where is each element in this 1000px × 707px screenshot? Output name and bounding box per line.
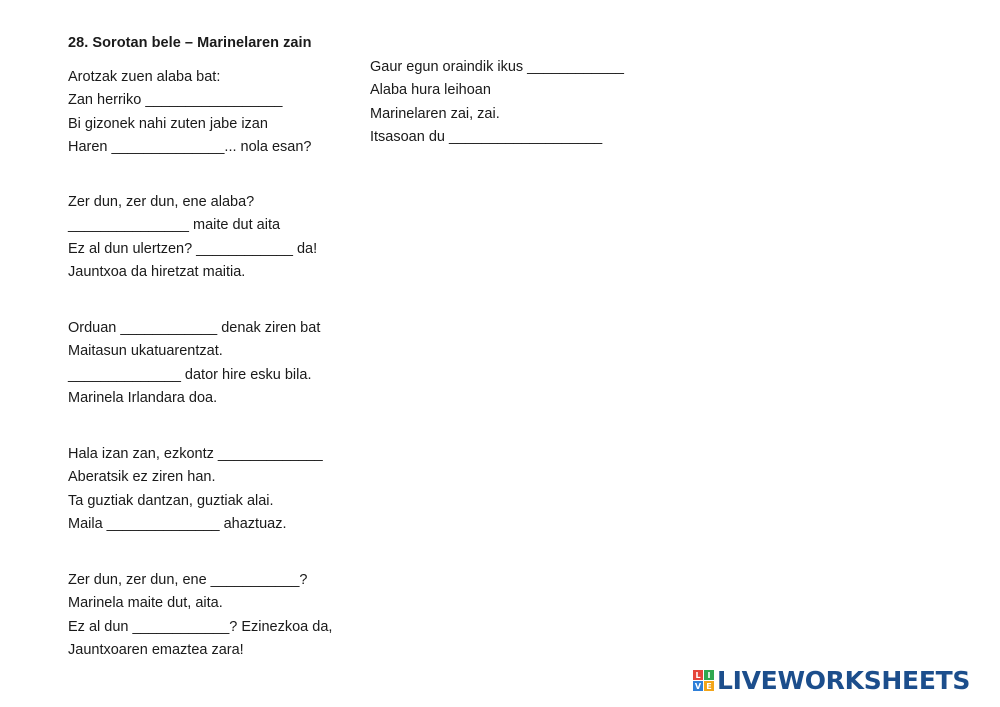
lyric-line: Bi gizonek nahi zuten jabe izan [68,115,268,132]
stanza-3 [68,317,320,411]
lyric-line: Jauntxoa da hiretzat maitia. [68,264,246,281]
lyric-line: Ez al dun ____________? Ezinezkoa da, [68,618,333,635]
stanza-2 [68,191,317,285]
logo-letter-e: E [704,681,714,691]
lyric-line: Maitasun ukatuarentzat. [68,343,223,360]
lyric-line: Alaba hura leihoan [370,82,491,99]
lyric-line: Arotzak zuen alaba bat: [68,69,221,85]
lyric-line: Itsasoan du ___________________ [370,129,603,146]
liveworksheets-logo [693,668,970,693]
lyric-line: Maila ______________ ahaztuaz. [68,516,287,533]
stanza-5 [68,569,332,663]
lyric-line: Ta guztiak dantzan, guztiak alai. [68,492,274,509]
lyric-line: Marinela Irlandara doa. [68,390,218,407]
logo-letter-i: I [704,670,714,680]
lyric-line: Zan herriko _________________ [68,92,283,109]
logo-letter-v: V [694,681,702,691]
lyric-line: Marinela maite dut, aita. [68,595,223,612]
lyric-line: Hala izan zan, ezkontz _____________ [68,446,323,462]
logo-letter-l: L [693,670,703,680]
lyric-line: Zer dun, zer dun, ene alaba? [68,194,255,210]
live-logo-icon [693,670,714,691]
stanza-6 [370,56,624,150]
lyric-line: Marinelaren zai, zai. [370,105,500,122]
lyric-line: Orduan ____________ denak ziren bat [68,320,321,336]
lyric-line: ______________ dator hire esku bila. [68,366,312,383]
lyric-line: Haren ______________... nola esan? [68,139,312,156]
lyric-line: Gaur egun oraindik ikus ____________ [370,59,624,75]
lyric-line: Jauntxoaren emaztea zara! [68,642,244,659]
lyric-line: _______________ maite dut aita [68,217,281,234]
stanza-1 [68,66,311,160]
worksheet-title: 28. Sorotan bele – Marinelaren zain [68,35,312,51]
lyric-line: Aberatsik ez ziren han. [68,469,216,486]
lyric-line: Zer dun, zer dun, ene ___________? [68,572,308,588]
logo-wordmark: LIVEWORKSHEETS [717,666,971,695]
lyric-line: Ez al dun ulertzen? ____________ da! [68,240,318,257]
stanza-4 [68,443,323,537]
